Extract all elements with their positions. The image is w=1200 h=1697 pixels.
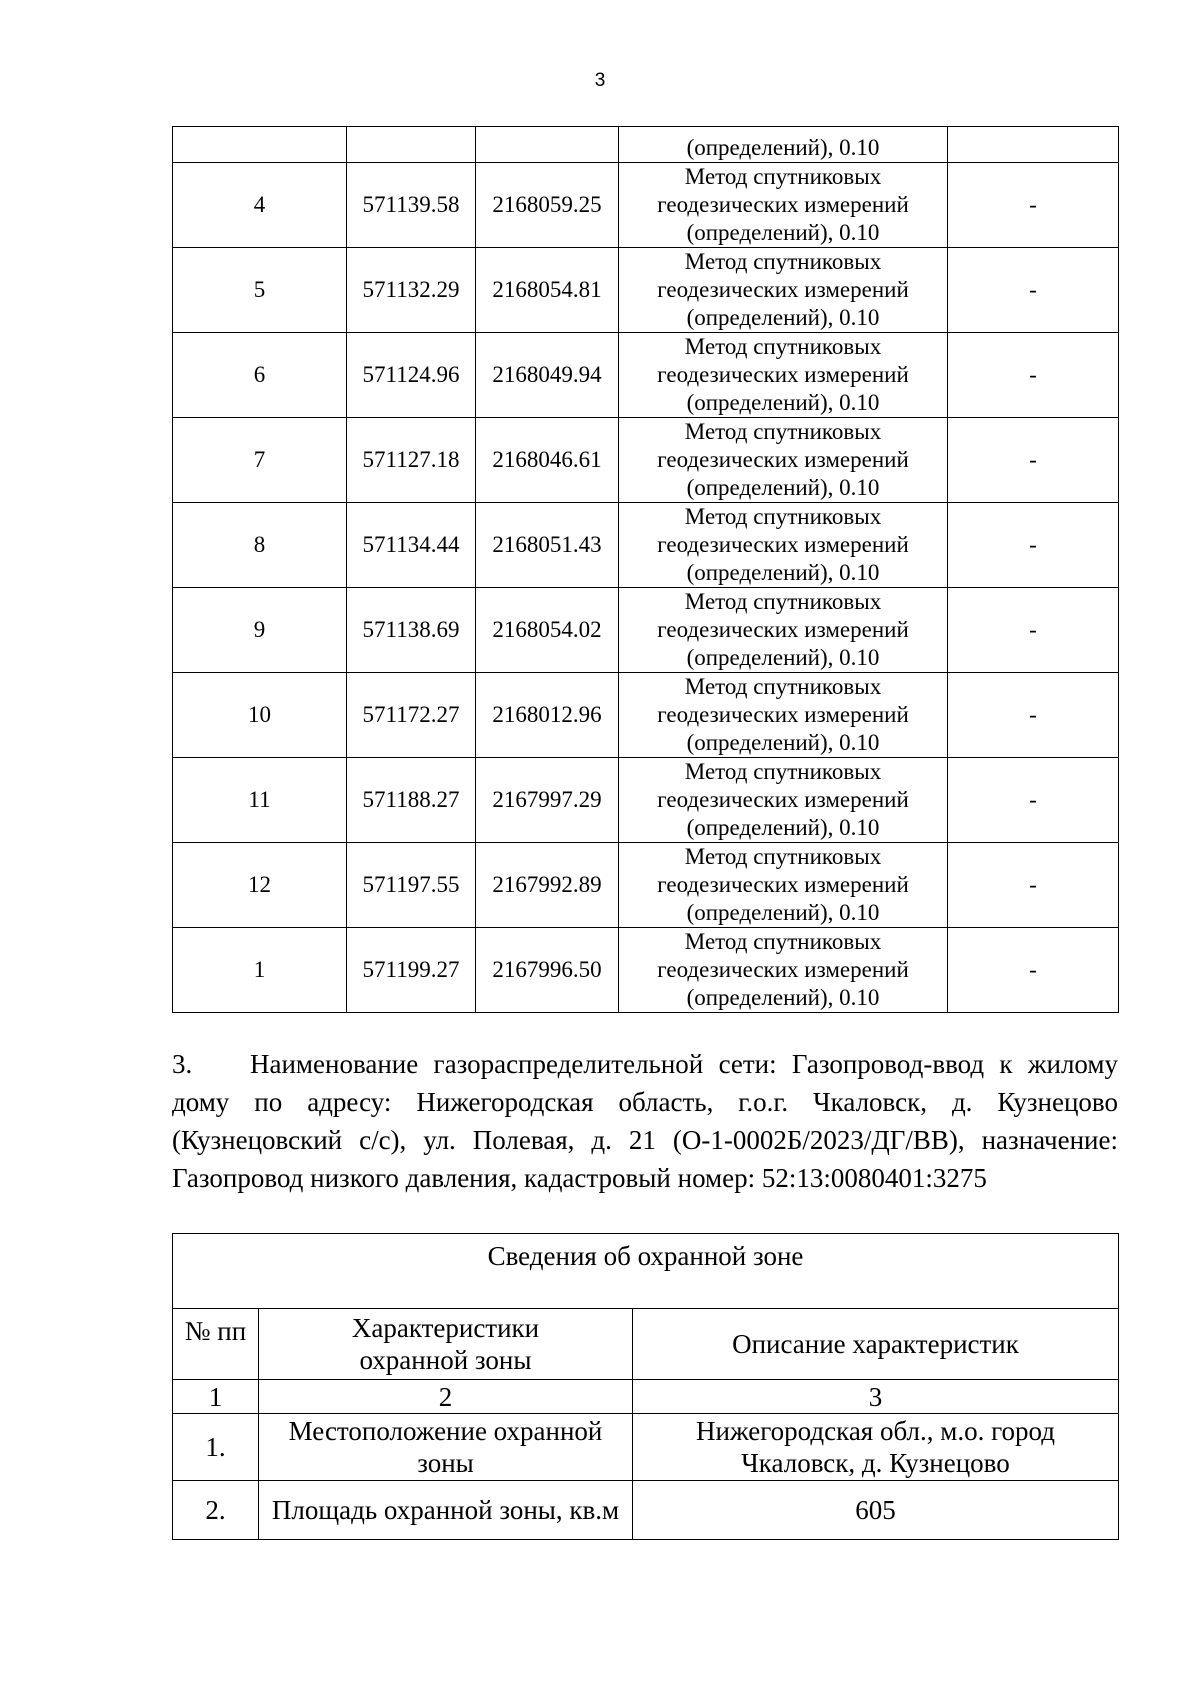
method-line: геодезических измерений <box>657 617 909 642</box>
method-line: геодезических измерений <box>657 447 909 472</box>
note-cell: - <box>948 418 1119 503</box>
method-line: геодезических измерений <box>657 532 909 557</box>
note-cell: - <box>948 928 1119 1013</box>
method-line: (определений), 0.10 <box>686 985 880 1010</box>
method-line: (определений), 0.10 <box>686 390 880 415</box>
point-number-cell: 11 <box>173 758 347 843</box>
table-row <box>173 333 1119 418</box>
point-number-cell: 12 <box>173 843 347 928</box>
row-description: Нижегородская обл., м.о. город Чкаловск, д. Кузнецово <box>633 1414 1119 1481</box>
note-cell: - <box>948 503 1119 588</box>
point-number-cell: 7 <box>173 418 347 503</box>
method-line: Метод спутниковых <box>684 589 882 614</box>
method-line: (определений), 0.10 <box>686 220 880 245</box>
x-coordinate-cell: 571132.29 <box>347 248 476 333</box>
method-line: (определений), 0.10 <box>686 560 880 585</box>
method-line: Метод спутниковых <box>684 759 882 784</box>
table-row <box>173 758 1119 843</box>
method-line: Метод спутниковых <box>684 504 882 529</box>
method-line: геодезических измерений <box>657 702 909 727</box>
header-description: Описание характеристик <box>633 1309 1119 1380</box>
method-line: геодезических измерений <box>657 957 909 982</box>
method-cell <box>619 248 948 333</box>
method-cell <box>619 673 948 758</box>
point-number-cell: 8 <box>173 503 347 588</box>
method-cell <box>619 588 948 673</box>
y-coordinate-cell: 2167997.29 <box>476 758 619 843</box>
method-line: геодезических измерений <box>657 872 909 897</box>
method-line: Метод спутниковых <box>684 674 882 699</box>
method-line: (определений), 0.10 <box>686 730 880 755</box>
y-coordinate-cell: 2168054.81 <box>476 248 619 333</box>
method-line: (определений), 0.10 <box>686 900 880 925</box>
method-cell <box>619 843 948 928</box>
section-number: 3. <box>172 1049 193 1079</box>
method-line: геодезических измерений <box>657 787 909 812</box>
table-row <box>173 127 1119 163</box>
row-number: 2. <box>173 1481 259 1540</box>
table-row <box>173 928 1119 1013</box>
point-number-cell: 1 <box>173 928 347 1013</box>
note-cell: - <box>948 163 1119 248</box>
row-number: 1. <box>173 1414 259 1481</box>
y-coordinate-cell: 2168049.94 <box>476 333 619 418</box>
x-coordinate-cell: 571172.27 <box>347 673 476 758</box>
method-line: (определений), 0.10 <box>686 475 880 500</box>
x-coordinate-cell: 571138.69 <box>347 588 476 673</box>
index-cell: 3 <box>633 1380 1119 1414</box>
index-cell: 2 <box>259 1380 633 1414</box>
x-coordinate-cell: 571188.27 <box>347 758 476 843</box>
method-line: (определений), 0.10 <box>686 815 880 840</box>
row-characteristic: Площадь охранной зоны, кв.м <box>259 1481 633 1540</box>
method-cell <box>619 163 948 248</box>
coordinates-table <box>172 126 1119 1013</box>
method-cell <box>619 758 948 843</box>
header-number: № пп <box>173 1309 259 1380</box>
note-cell: - <box>948 758 1119 843</box>
method-line: геодезических измерений <box>657 277 909 302</box>
table-row <box>173 503 1119 588</box>
table-row <box>173 418 1119 503</box>
note-cell: - <box>948 248 1119 333</box>
table-row <box>173 843 1119 928</box>
note-cell: - <box>948 333 1119 418</box>
method-line: (определений), 0.10 <box>686 305 880 330</box>
method-cell: (определений), 0.10 <box>619 127 948 163</box>
point-number-cell: 6 <box>173 333 347 418</box>
method-cell <box>619 418 948 503</box>
section-3 <box>172 1045 1118 1197</box>
y-coordinate-cell: 2168051.43 <box>476 503 619 588</box>
note-cell: - <box>948 843 1119 928</box>
y-coordinate-cell: 2168012.96 <box>476 673 619 758</box>
x-coordinate-cell: 571124.96 <box>347 333 476 418</box>
method-line: Метод спутниковых <box>684 334 882 359</box>
table-row <box>173 1481 1119 1540</box>
x-coordinate-cell: 571199.27 <box>347 928 476 1013</box>
page-number: 3 <box>594 70 606 91</box>
table-row <box>173 588 1119 673</box>
method-line: геодезических измерений <box>657 362 909 387</box>
protection-zone-table <box>172 1233 1119 1540</box>
method-line: Метод спутниковых <box>684 929 882 954</box>
zone-table-title: Сведения об охранной зоне <box>173 1234 1119 1309</box>
y-coordinate-cell: 2168054.02 <box>476 588 619 673</box>
y-coordinate-cell: 2168046.61 <box>476 418 619 503</box>
x-coordinate-cell: 571197.55 <box>347 843 476 928</box>
table-row <box>173 1414 1119 1481</box>
method-line: Метод спутниковых <box>684 164 882 189</box>
method-line: Метод спутниковых <box>684 249 882 274</box>
table-row <box>173 248 1119 333</box>
row-description: 605 <box>633 1481 1119 1540</box>
index-cell: 1 <box>173 1380 259 1414</box>
section-text: Наименование газораспределительной сети: Газопровод-ввод к жилому дому по адресу: Нижегородская область, г.о.г. Чкаловск, д. Кузнецово (Кузнецовский с/с), ул. Полевая, д. 21 (О-1-0002Б/2023/ДГ/ВВ), назначение: Газопровод низкого давления, кадастровый номер: 52:13:0080401:3275 <box>172 1049 1118 1193</box>
point-number-cell: 4 <box>173 163 347 248</box>
method-line: геодезических измерений <box>657 192 909 217</box>
point-number-cell: 10 <box>173 673 347 758</box>
x-coordinate-cell: 571139.58 <box>347 163 476 248</box>
table-row <box>173 673 1119 758</box>
header-characteristic: Характеристики охранной зоны <box>259 1309 633 1380</box>
method-line: Метод спутниковых <box>684 419 882 444</box>
table-row <box>173 163 1119 248</box>
method-line: (определений), 0.10 <box>686 645 880 670</box>
x-coordinate-cell: 571127.18 <box>347 418 476 503</box>
note-cell: - <box>948 588 1119 673</box>
note-cell: - <box>948 673 1119 758</box>
row-characteristic: Местоположение охранной зоны <box>259 1414 633 1481</box>
method-cell <box>619 928 948 1013</box>
method-cell <box>619 333 948 418</box>
point-number-cell: 9 <box>173 588 347 673</box>
point-number-cell: 5 <box>173 248 347 333</box>
y-coordinate-cell: 2168059.25 <box>476 163 619 248</box>
y-coordinate-cell: 2167992.89 <box>476 843 619 928</box>
method-line: Метод спутниковых <box>684 844 882 869</box>
method-cell <box>619 503 948 588</box>
x-coordinate-cell: 571134.44 <box>347 503 476 588</box>
y-coordinate-cell: 2167996.50 <box>476 928 619 1013</box>
